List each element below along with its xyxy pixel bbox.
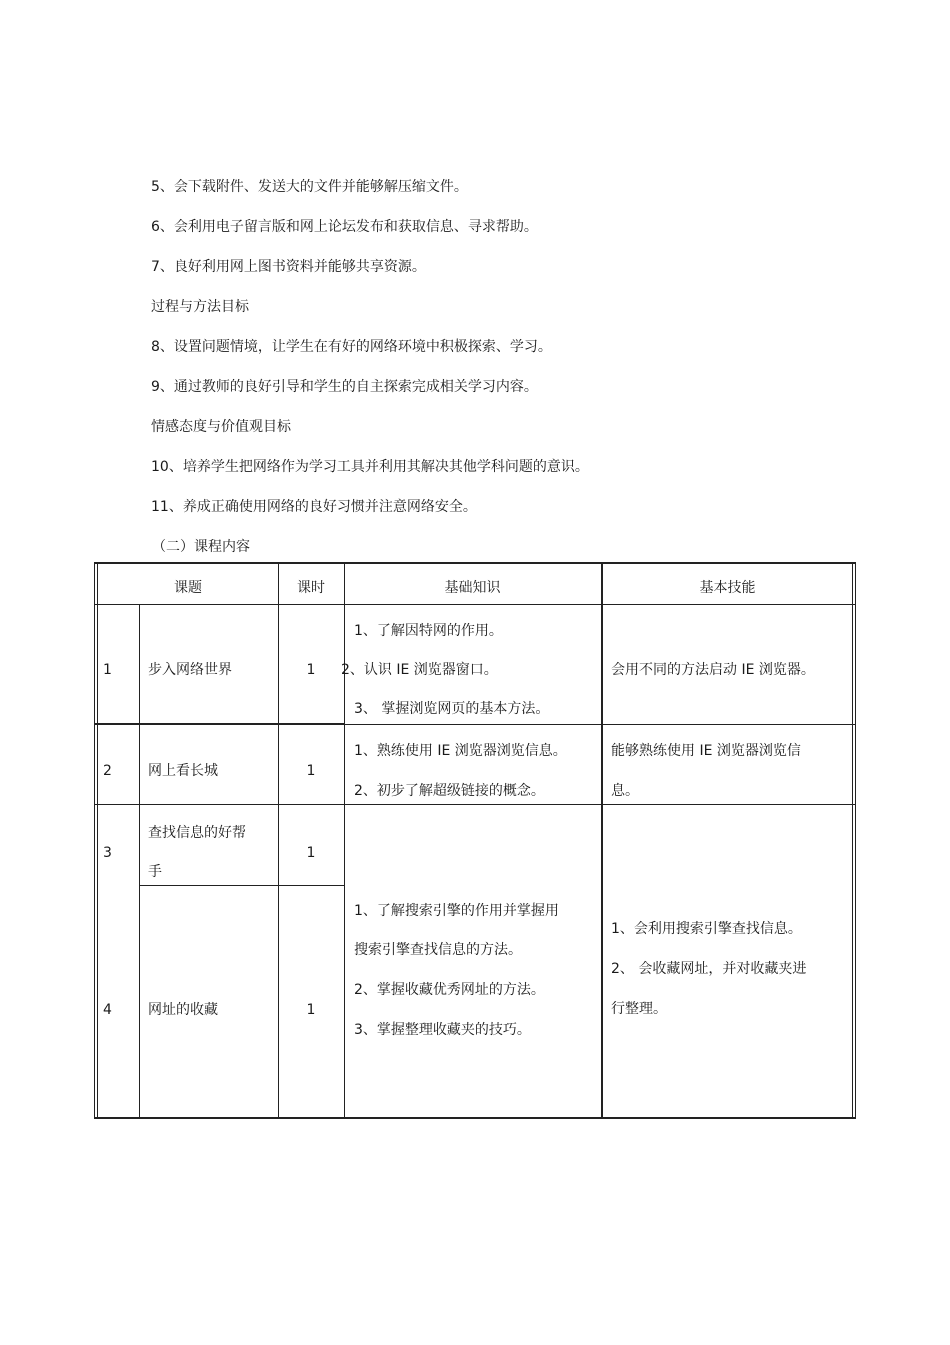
row3-hours: 1	[306, 845, 316, 861]
merged-skill-2: 2、 会收藏网址，并对收藏夹进	[611, 961, 807, 977]
row2-skill-2: 息。	[611, 783, 639, 799]
row4-hours: 1	[306, 1002, 316, 1018]
objective-10: 10、培养学生把网络作为学习工具并利用其解决其他学科问题的意识。	[151, 459, 589, 475]
course-table	[94, 562, 856, 1119]
row2-skill-1: 能够熟练使用 IE 浏览器浏览信	[611, 743, 801, 759]
row2-knowledge-1: 1、熟练使用 IE 浏览器浏览信息。	[354, 743, 567, 759]
row2-knowledge-2: 2、初步了解超级链接的概念。	[354, 783, 545, 799]
row2-topic: 网上看长城	[148, 763, 218, 779]
header-skill: 基本技能	[699, 580, 756, 596]
merged-knowledge-3: 2、掌握收藏优秀网址的方法。	[354, 982, 545, 998]
row3-topic-2: 手	[148, 864, 162, 880]
objective-9: 9、通过教师的良好引导和学生的自主探索完成相关学习内容。	[151, 379, 538, 395]
row3-topic-1: 查找信息的好帮	[148, 825, 246, 841]
row4-topic: 网址的收藏	[148, 1002, 218, 1018]
merged-knowledge-1: 1、了解搜索引擎的作用并掌握用	[354, 903, 559, 919]
merged-knowledge-4: 3、掌握整理收藏夹的技巧。	[354, 1022, 531, 1038]
row3-number: 3	[103, 845, 112, 861]
row1-hours: 1	[306, 662, 316, 678]
objective-7: 7、良好利用网上图书资料并能够共享资源。	[151, 259, 426, 275]
row1-knowledge-1: 1、了解因特网的作用。	[354, 623, 503, 639]
section-title: （二）课程内容	[152, 539, 250, 555]
row1-knowledge-2: 2、认识 IE 浏览器窗口。	[341, 662, 498, 678]
objective-11: 11、养成正确使用网络的良好习惯并注意网络安全。	[151, 499, 477, 515]
row1-number: 1	[103, 662, 112, 678]
merged-skill-1: 1、会利用搜索引擎查找信息。	[611, 921, 802, 937]
objective-6: 6、会利用电子留言版和网上论坛发布和获取信息、寻求帮助。	[151, 219, 538, 235]
merged-knowledge-2: 搜索引擎查找信息的方法。	[354, 942, 522, 958]
heading-process-method: 过程与方法目标	[151, 299, 249, 315]
header-hours: 课时	[297, 580, 325, 596]
row1-skill: 会用不同的方法启动 IE 浏览器。	[611, 662, 815, 678]
merged-skill-3: 行整理。	[611, 1001, 667, 1017]
heading-attitude-values: 情感态度与价值观目标	[151, 419, 291, 435]
row4-number: 4	[103, 1002, 112, 1018]
header-knowledge: 基础知识	[444, 580, 501, 596]
row2-hours: 1	[306, 763, 316, 779]
objective-8: 8、设置问题情境，让学生在有好的网络环境中积极探索、学习。	[151, 339, 552, 355]
row2-number: 2	[103, 763, 112, 779]
objective-5: 5、会下载附件、发送大的文件并能够解压缩文件。	[151, 179, 468, 195]
row1-knowledge-3: 3、 掌握浏览网页的基本方法。	[354, 701, 550, 717]
row1-topic: 步入网络世界	[148, 662, 232, 678]
header-topic: 课题	[174, 580, 202, 596]
